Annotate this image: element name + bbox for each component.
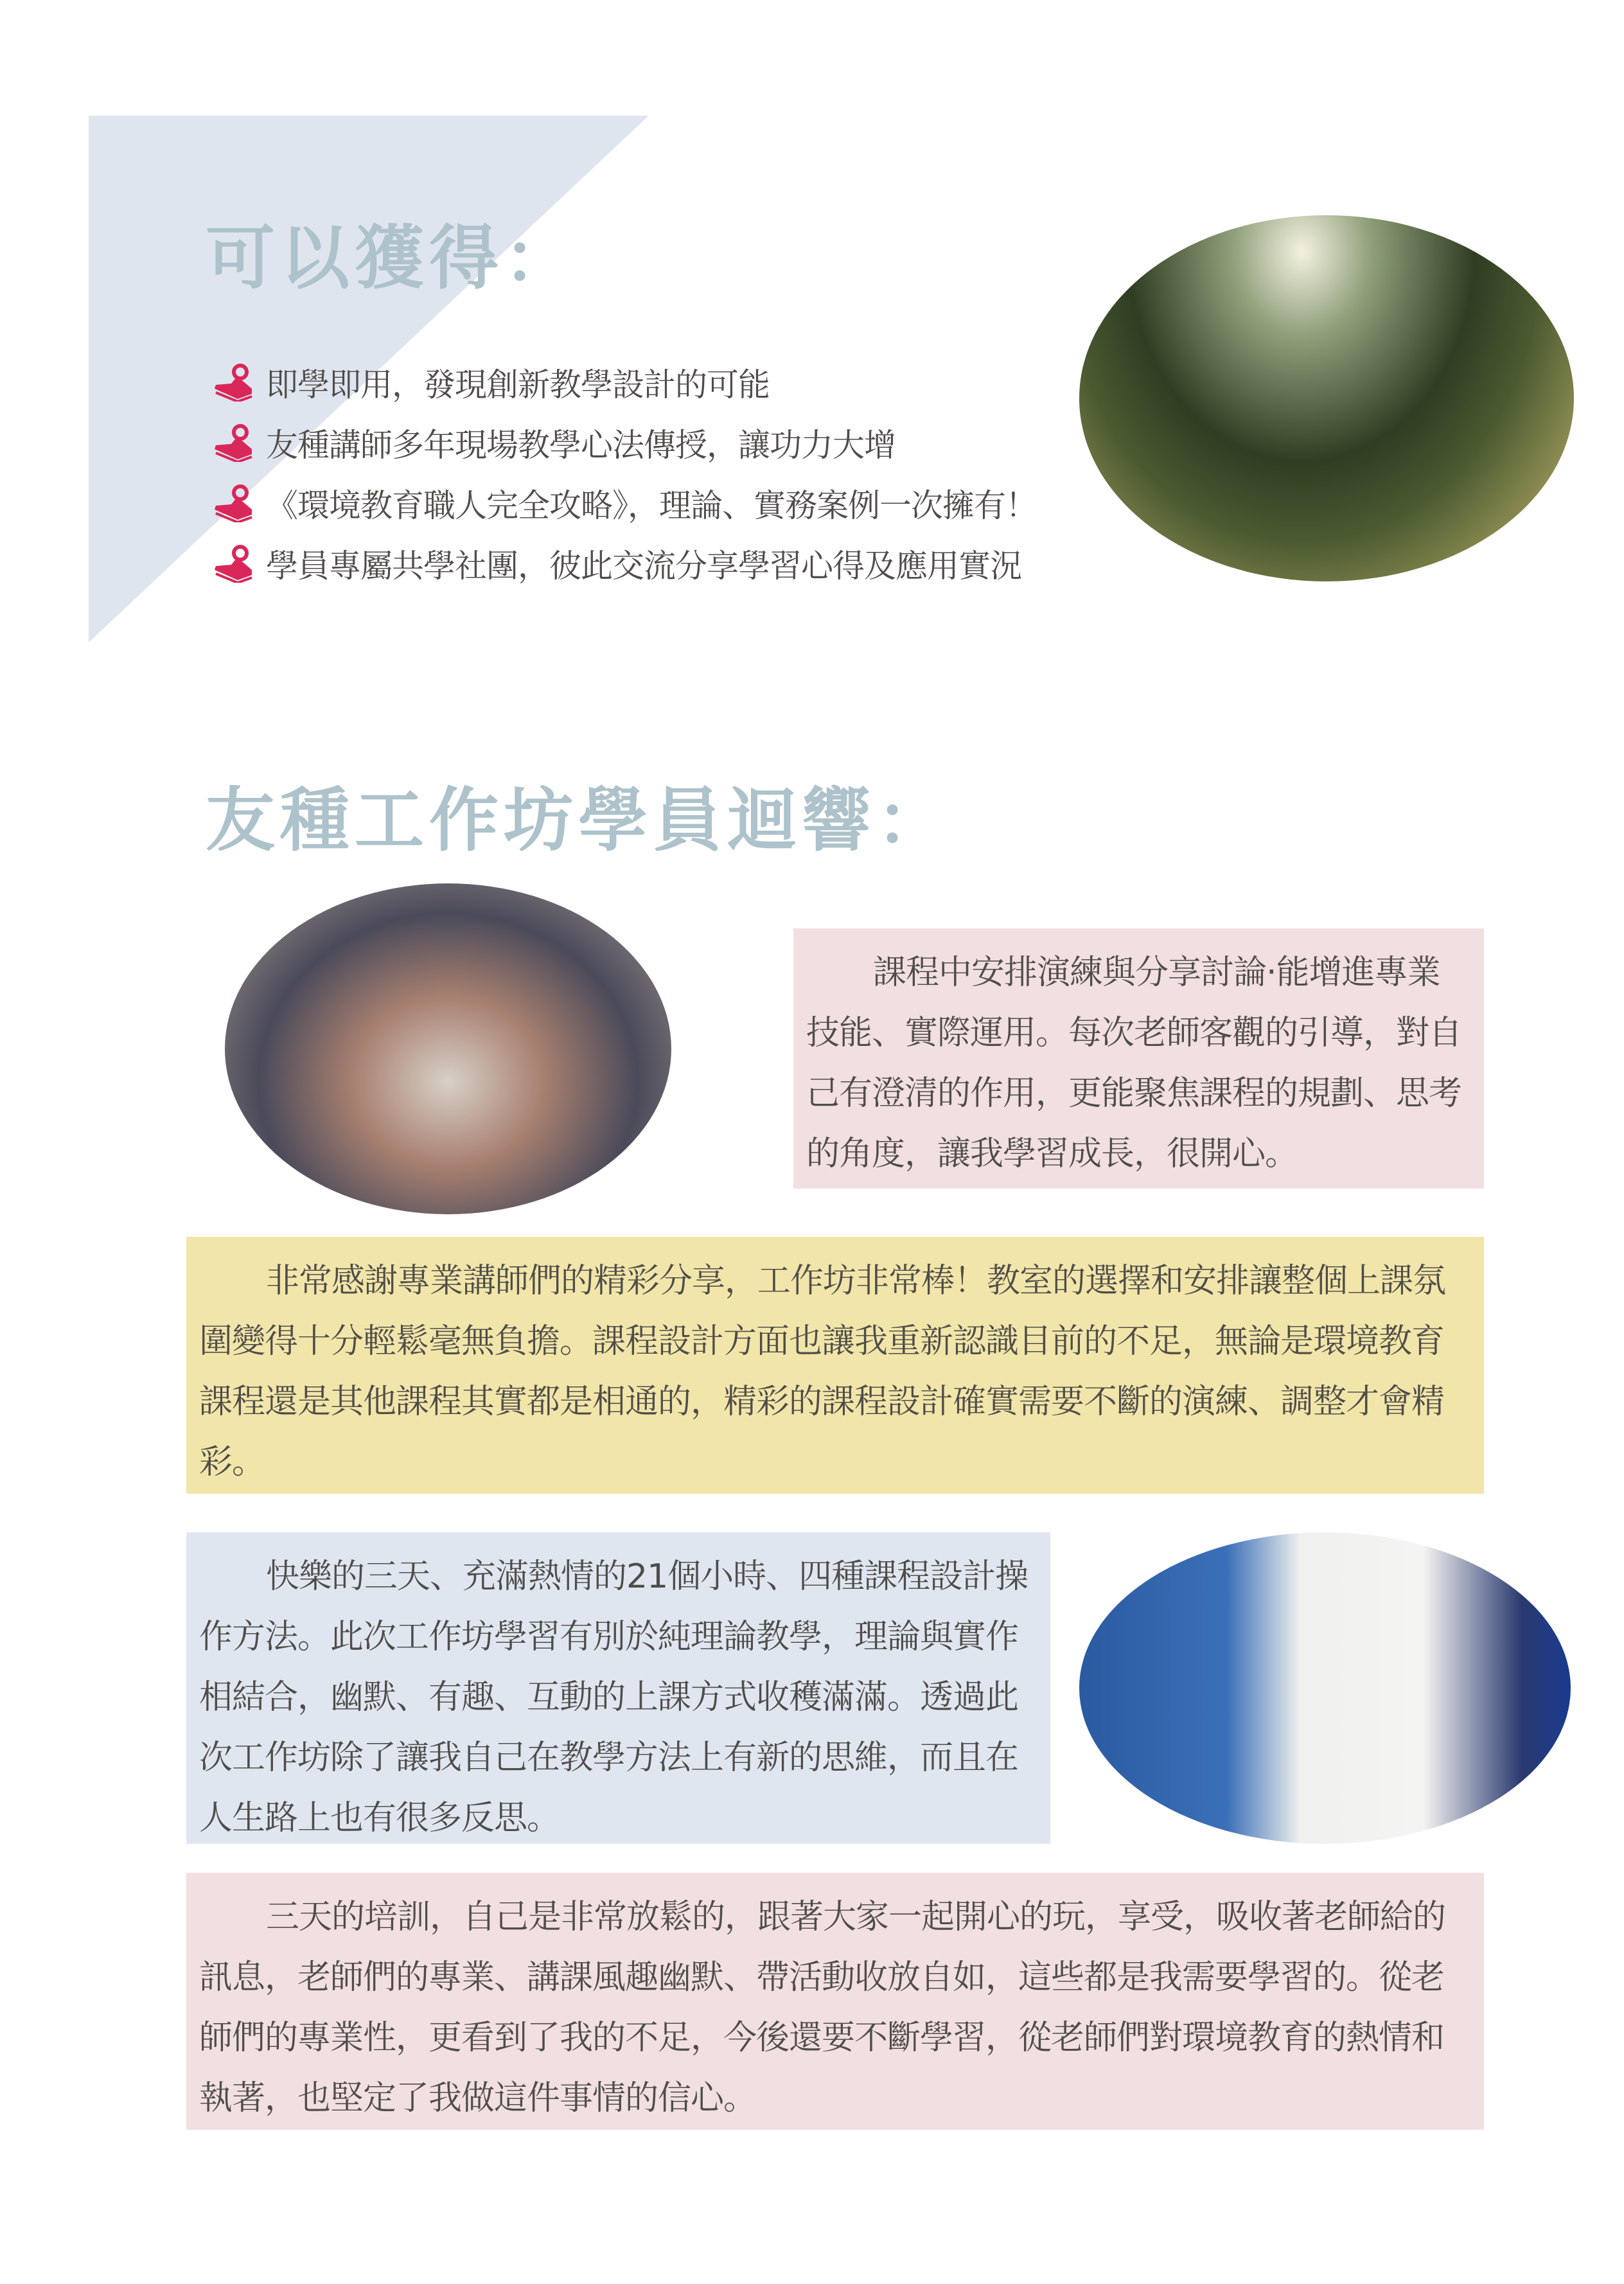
stamp-icon [212, 363, 257, 402]
stamp-icon [212, 544, 257, 583]
list-item [212, 533, 1037, 594]
testimonial-4: 三天的培訓，自己是非常放鬆的，跟著大家一起開心的玩，享受，吸收著老師給的訊息，老師們的專業、講課風趣幽默、帶活動收放自如，這些都是我需要學習的。從老師們的專業性，更看到了我的不足，今後還要不斷學習，從老師們對環境教育的熱情和執著，也堅定了我做這件事情的信心。 [186, 1873, 1484, 2130]
photo-students-reading [225, 883, 671, 1214]
list-item [212, 352, 1037, 412]
bullet-text: 即學即用，發現創新教學設計的可能 [266, 366, 770, 403]
stamp-icon [212, 484, 257, 522]
section-title-benefits: 可以獲得： [206, 218, 579, 299]
section-title-testimonials: 友種工作坊學員迴響： [206, 781, 951, 861]
photo-group-presentation [1079, 1532, 1571, 1844]
bullet-text: 《環境教育職人完全攻略》，理論、實務案例一次擁有！ [266, 487, 1037, 524]
photo-outdoor-group-forest [1079, 215, 1574, 581]
benefits-list [212, 352, 1037, 594]
stamp-icon [212, 423, 257, 462]
bullet-text: 學員專屬共學社團，彼此交流分享學習心得及應用實況 [266, 547, 1021, 585]
list-item [212, 473, 1037, 533]
testimonial-1: 課程中安排演練與分享討論‧能增進專業技能、實際運用。每次老師客觀的引導，對自己有澄清的作用，更能聚焦課程的規劃、思考的角度，讓我學習成長，很開心。 [793, 928, 1484, 1189]
testimonial-2: 非常感謝專業講師們的精彩分享，工作坊非常棒！教室的選擇和安排讓整個上課氛圍變得十分輕鬆毫無負擔。課程設計方面也讓我重新認識目前的不足，無論是環境教育課程還是其他課程其實都是相通的，精彩的課程設計確實需要不斷的演練、調整才會精彩。 [186, 1237, 1484, 1494]
testimonial-3: 快樂的三天、充滿熱情的21個小時、四種課程設計操作方法。此次工作坊學習有別於純理論教學，理論與實作相結合，幽默、有趣、互動的上課方式收穫滿滿。透過此次工作坊除了讓我自己在教學方法上有新的思維，而且在人生路上也有很多反思。 [186, 1532, 1050, 1844]
bullet-text: 友種講師多年現場教學心法傳授，讓功力大增 [266, 427, 896, 464]
list-item [212, 412, 1037, 473]
